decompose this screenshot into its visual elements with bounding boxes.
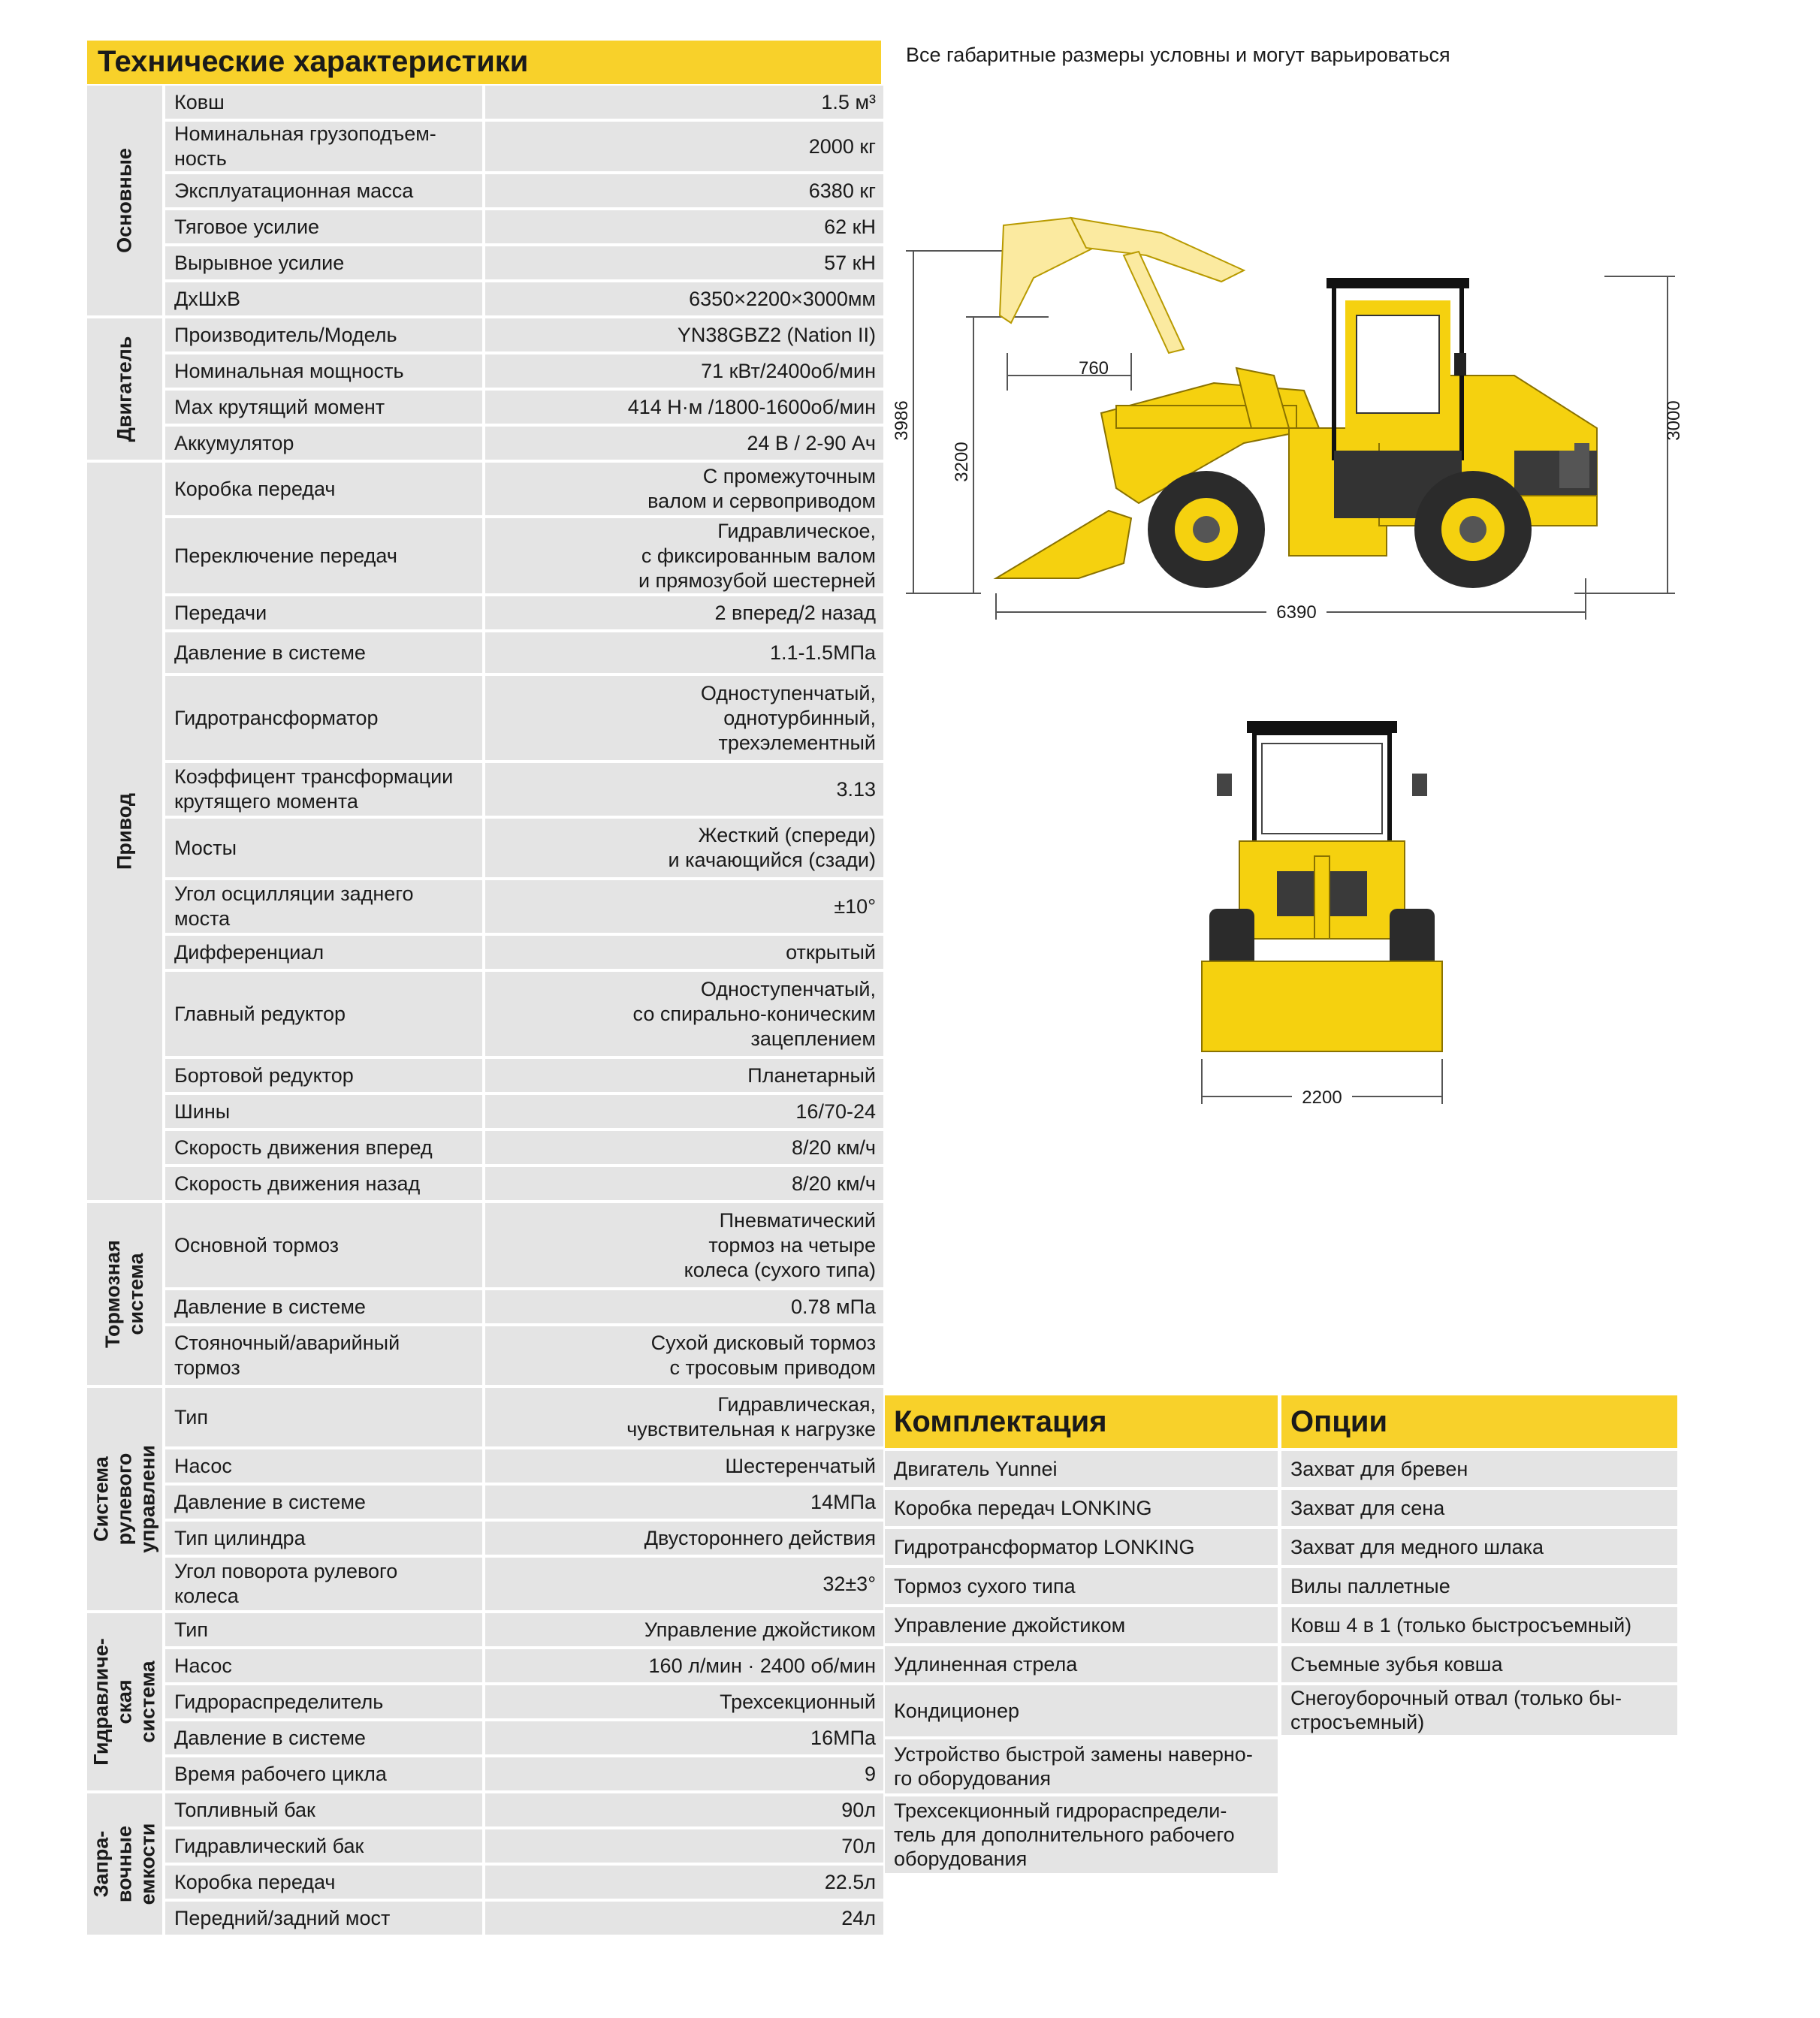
spec-label: Мах крутящий момент bbox=[165, 391, 482, 424]
spec-table-header bbox=[87, 41, 881, 84]
spec-value: 3.13 bbox=[485, 763, 883, 816]
spec-group bbox=[87, 463, 162, 1200]
spec-group-label: Привод bbox=[113, 792, 136, 870]
options-header bbox=[1281, 1395, 1677, 1448]
spec-value: 90л bbox=[485, 1793, 883, 1826]
options-item: Захват для медного шлака bbox=[1281, 1529, 1677, 1565]
spec-row bbox=[87, 819, 885, 880]
spec-group-label: Тормозная система bbox=[101, 1240, 147, 1348]
spec-label: Тип bbox=[165, 1388, 482, 1446]
spec-value: 14МПа bbox=[485, 1486, 883, 1519]
spec-row bbox=[87, 1902, 885, 1938]
equipment-item: Трехсекционный гидрораспредели- тель для дополнительного рабочего оборудования bbox=[885, 1796, 1278, 1873]
spec-label: Производитель/Модель bbox=[165, 318, 482, 351]
spec-value: Гидравлическая, чувствительная к нагрузке bbox=[485, 1388, 883, 1446]
spec-row bbox=[87, 1449, 885, 1486]
spec-label: Номинальная грузоподъем- ность bbox=[165, 122, 482, 171]
spec-label: Коробка передач bbox=[165, 1866, 482, 1899]
loader-side-view-diagram bbox=[892, 203, 1702, 631]
spec-value: открытый bbox=[485, 936, 883, 969]
front-bucket bbox=[1202, 961, 1442, 1051]
spec-label: Мосты bbox=[165, 819, 482, 877]
spec-value: 24 В / 2-90 Ач bbox=[485, 427, 883, 460]
spec-row bbox=[87, 282, 885, 318]
equipment-item: Устройство быстрой замены наверно- го оборудования bbox=[885, 1739, 1278, 1793]
spec-value: Одноступенчатый, однотурбинный, трехэлементный bbox=[485, 676, 883, 760]
spec-value: Планетарный bbox=[485, 1059, 883, 1092]
spec-row bbox=[87, 246, 885, 282]
spec-group-label: Запра- вочные емкости bbox=[89, 1823, 159, 1905]
spec-row bbox=[87, 763, 885, 819]
spec-value: 2000 кг bbox=[485, 122, 883, 171]
spec-value: 24л bbox=[485, 1902, 883, 1935]
spec-row bbox=[87, 1290, 885, 1326]
options-item: Съемные зубья ковша bbox=[1281, 1646, 1677, 1682]
spec-row bbox=[87, 1486, 885, 1522]
spec-value: 8/20 км/ч bbox=[485, 1131, 883, 1164]
spec-value: Трехсекционный bbox=[485, 1685, 883, 1718]
spec-value: Одноступенчатый, со спирально-коническим зацеплением bbox=[485, 972, 883, 1056]
options-item: Ковш 4 в 1 (только быстросъемный) bbox=[1281, 1607, 1677, 1643]
spec-label: Ковш bbox=[165, 86, 482, 119]
spec-label: Угол поворота рулевого колеса bbox=[165, 1558, 482, 1610]
spec-label: Давление в системе bbox=[165, 1486, 482, 1519]
spec-label: Давление в системе bbox=[165, 1721, 482, 1754]
spec-label: Давление в системе bbox=[165, 1290, 482, 1323]
spec-row bbox=[87, 1757, 885, 1793]
spec-value: 1.5 м³ bbox=[485, 86, 883, 119]
spec-value: 16/70-24 bbox=[485, 1095, 883, 1128]
spec-group bbox=[87, 1793, 162, 1935]
spec-row bbox=[87, 1558, 885, 1613]
spec-group bbox=[87, 1203, 162, 1385]
spec-group-label: Двигатель bbox=[113, 336, 136, 442]
spec-row bbox=[87, 1095, 885, 1131]
dim-overall-height: 3986 bbox=[892, 400, 912, 441]
spec-row bbox=[87, 518, 885, 596]
spec-row bbox=[87, 632, 885, 676]
spec-row bbox=[87, 318, 885, 354]
equipment-item: Удлиненная стрела bbox=[885, 1646, 1278, 1682]
spec-group-label: Гидравличе- ская система bbox=[89, 1638, 159, 1766]
spec-label: Давление в системе bbox=[165, 632, 482, 673]
spec-value: Сухой дисковый тормоз с тросовым приводом bbox=[485, 1326, 883, 1385]
spec-row bbox=[87, 354, 885, 391]
equipment-item: Кондиционер bbox=[885, 1685, 1278, 1736]
spec-row bbox=[87, 210, 885, 246]
spec-row bbox=[87, 596, 885, 632]
spec-row bbox=[87, 1793, 885, 1829]
spec-value: 2 вперед/2 назад bbox=[485, 596, 883, 629]
options-item: Захват для бревен bbox=[1281, 1451, 1677, 1487]
spec-value: 414 Н·м /1800-1600об/мин bbox=[485, 391, 883, 424]
spec-row bbox=[87, 936, 885, 972]
loader-front-view-diagram bbox=[1187, 706, 1472, 1112]
spec-row bbox=[87, 1685, 885, 1721]
spec-row bbox=[87, 1326, 885, 1388]
spec-row bbox=[87, 1829, 885, 1866]
spec-title: Технические характеристики bbox=[98, 45, 529, 78]
equipment-item: Управление джойстиком bbox=[885, 1607, 1278, 1643]
spec-label: Передний/задний мост bbox=[165, 1902, 482, 1935]
options-item: Захват для сена bbox=[1281, 1490, 1677, 1526]
dimensions-note: Все габаритные размеры условны и могут варьироваться bbox=[906, 44, 1450, 66]
spec-label: ДхШхВ bbox=[165, 282, 482, 315]
spec-label: Тип bbox=[165, 1613, 482, 1646]
spec-label: Гидротрансформатор bbox=[165, 676, 482, 760]
spec-label: Тип цилиндра bbox=[165, 1522, 482, 1555]
spec-value: Гидравлическое, с фиксированным валом и прямозубой шестерней bbox=[485, 518, 883, 593]
spec-row bbox=[87, 86, 885, 122]
spec-value: Двустороннего действия bbox=[485, 1522, 883, 1555]
spec-label: Топливный бак bbox=[165, 1793, 482, 1826]
spec-value: 6380 кг bbox=[485, 174, 883, 207]
spec-group bbox=[87, 318, 162, 460]
spec-row bbox=[87, 463, 885, 518]
spec-value: 160 л/мин · 2400 об/мин bbox=[485, 1649, 883, 1682]
dim-dump-height: 3200 bbox=[952, 442, 972, 482]
options-title: Опции bbox=[1290, 1405, 1388, 1438]
spec-label: Номинальная мощность bbox=[165, 354, 482, 388]
equipment-item: Гидротрансформатор LONKING bbox=[885, 1529, 1278, 1565]
front-body bbox=[1239, 841, 1405, 939]
dim-length: 6390 bbox=[1276, 602, 1317, 623]
spec-value: 0.78 мПа bbox=[485, 1290, 883, 1323]
equipment-item: Коробка передач LONKING bbox=[885, 1490, 1278, 1526]
spec-row bbox=[87, 1388, 885, 1449]
spec-label: Бортовой редуктор bbox=[165, 1059, 482, 1092]
spec-row bbox=[87, 174, 885, 210]
spec-value: 16МПа bbox=[485, 1721, 883, 1754]
spec-label: Скорость движения назад bbox=[165, 1167, 482, 1200]
spec-value: YN38GBZ2 (Nation II) bbox=[485, 318, 883, 351]
spec-value: С промежуточным валом и сервоприводом bbox=[485, 463, 883, 515]
spec-value: 6350×2200×3000мм bbox=[485, 282, 883, 315]
spec-label: Насос bbox=[165, 1449, 482, 1483]
spec-value: Жесткий (спереди) и качающийся (сзади) bbox=[485, 819, 883, 877]
spec-value: 70л bbox=[485, 1829, 883, 1863]
spec-label: Главный редуктор bbox=[165, 972, 482, 1056]
spec-row bbox=[87, 427, 885, 463]
front-cab bbox=[1217, 721, 1427, 846]
options-item: Вилы паллетные bbox=[1281, 1568, 1677, 1604]
spec-value: ±10° bbox=[485, 880, 883, 933]
spec-row bbox=[87, 1649, 885, 1685]
spec-value: Пневматический тормоз на четыре колеса (сухого типа) bbox=[485, 1203, 883, 1287]
spec-label: Вырывное усилие bbox=[165, 246, 482, 279]
spec-label: Передачи bbox=[165, 596, 482, 629]
spec-label: Скорость движения вперед bbox=[165, 1131, 482, 1164]
spec-row bbox=[87, 972, 885, 1059]
spec-label: Стояночный/аварийный тормоз bbox=[165, 1326, 482, 1385]
spec-label: Эксплуатационная масса bbox=[165, 174, 482, 207]
spec-label: Коробка передач bbox=[165, 463, 482, 515]
spec-value: 32±3° bbox=[485, 1558, 883, 1610]
spec-label: Гидравлический бак bbox=[165, 1829, 482, 1863]
spec-row bbox=[87, 1167, 885, 1203]
equipment-title: Комплектация bbox=[894, 1405, 1107, 1438]
spec-label: Тяговое усилие bbox=[165, 210, 482, 243]
spec-value: Шестеренчатый bbox=[485, 1449, 883, 1483]
exhaust-pipe bbox=[1454, 353, 1466, 376]
spec-value: 8/20 км/ч bbox=[485, 1167, 883, 1200]
spec-label: Основной тормоз bbox=[165, 1203, 482, 1287]
spec-group-label: Основные bbox=[113, 148, 136, 253]
spec-row bbox=[87, 1131, 885, 1167]
spec-row bbox=[87, 1059, 885, 1095]
front-wheel bbox=[1148, 471, 1265, 588]
spec-row bbox=[87, 1866, 885, 1902]
spec-value: Управление джойстиком bbox=[485, 1613, 883, 1646]
spec-value: 22.5л bbox=[485, 1866, 883, 1899]
equipment-item: Тормоз сухого типа bbox=[885, 1568, 1278, 1604]
spec-label: Насос bbox=[165, 1649, 482, 1682]
spec-value: 1.1-1.5МПа bbox=[485, 632, 883, 673]
spec-group-label: Система рулевого управлени bbox=[89, 1445, 159, 1553]
spec-group bbox=[87, 86, 162, 315]
spec-value: 57 кН bbox=[485, 246, 883, 279]
spec-value: 62 кН bbox=[485, 210, 883, 243]
spec-row bbox=[87, 391, 885, 427]
options-item: Снегоуборочный отвал (только бы- стросъемный) bbox=[1281, 1685, 1677, 1735]
spec-row bbox=[87, 1721, 885, 1757]
spec-label: Аккумулятор bbox=[165, 427, 482, 460]
spec-label: Коэффицент трансформации крутящего момента bbox=[165, 763, 482, 816]
spec-group bbox=[87, 1388, 162, 1610]
spec-row bbox=[87, 1613, 885, 1649]
spec-row bbox=[87, 1203, 885, 1290]
dim-cab-height: 3000 bbox=[1664, 400, 1684, 441]
spec-value: 71 кВт/2400об/мин bbox=[485, 354, 883, 388]
equipment-header bbox=[885, 1395, 1278, 1448]
spec-row bbox=[87, 676, 885, 763]
spec-group bbox=[87, 1613, 162, 1790]
spec-label: Дифференциал bbox=[165, 936, 482, 969]
spec-value: 9 bbox=[485, 1757, 883, 1790]
spec-label: Время рабочего цикла bbox=[165, 1757, 482, 1790]
spec-label: Гидрораспределитель bbox=[165, 1685, 482, 1718]
dim-reach: 760 bbox=[1078, 358, 1109, 379]
raised-bucket bbox=[1000, 218, 1244, 353]
spec-label: Переключение передач bbox=[165, 518, 482, 593]
spec-label: Угол осцилляции заднего моста bbox=[165, 880, 482, 933]
equipment-item: Двигатель Yunnei bbox=[885, 1451, 1278, 1487]
dim-width: 2200 bbox=[1302, 1087, 1342, 1108]
spec-row bbox=[87, 122, 885, 174]
spec-label: Шины bbox=[165, 1095, 482, 1128]
spec-row bbox=[87, 880, 885, 936]
rear-wheel bbox=[1414, 471, 1532, 588]
spec-row bbox=[87, 1522, 885, 1558]
